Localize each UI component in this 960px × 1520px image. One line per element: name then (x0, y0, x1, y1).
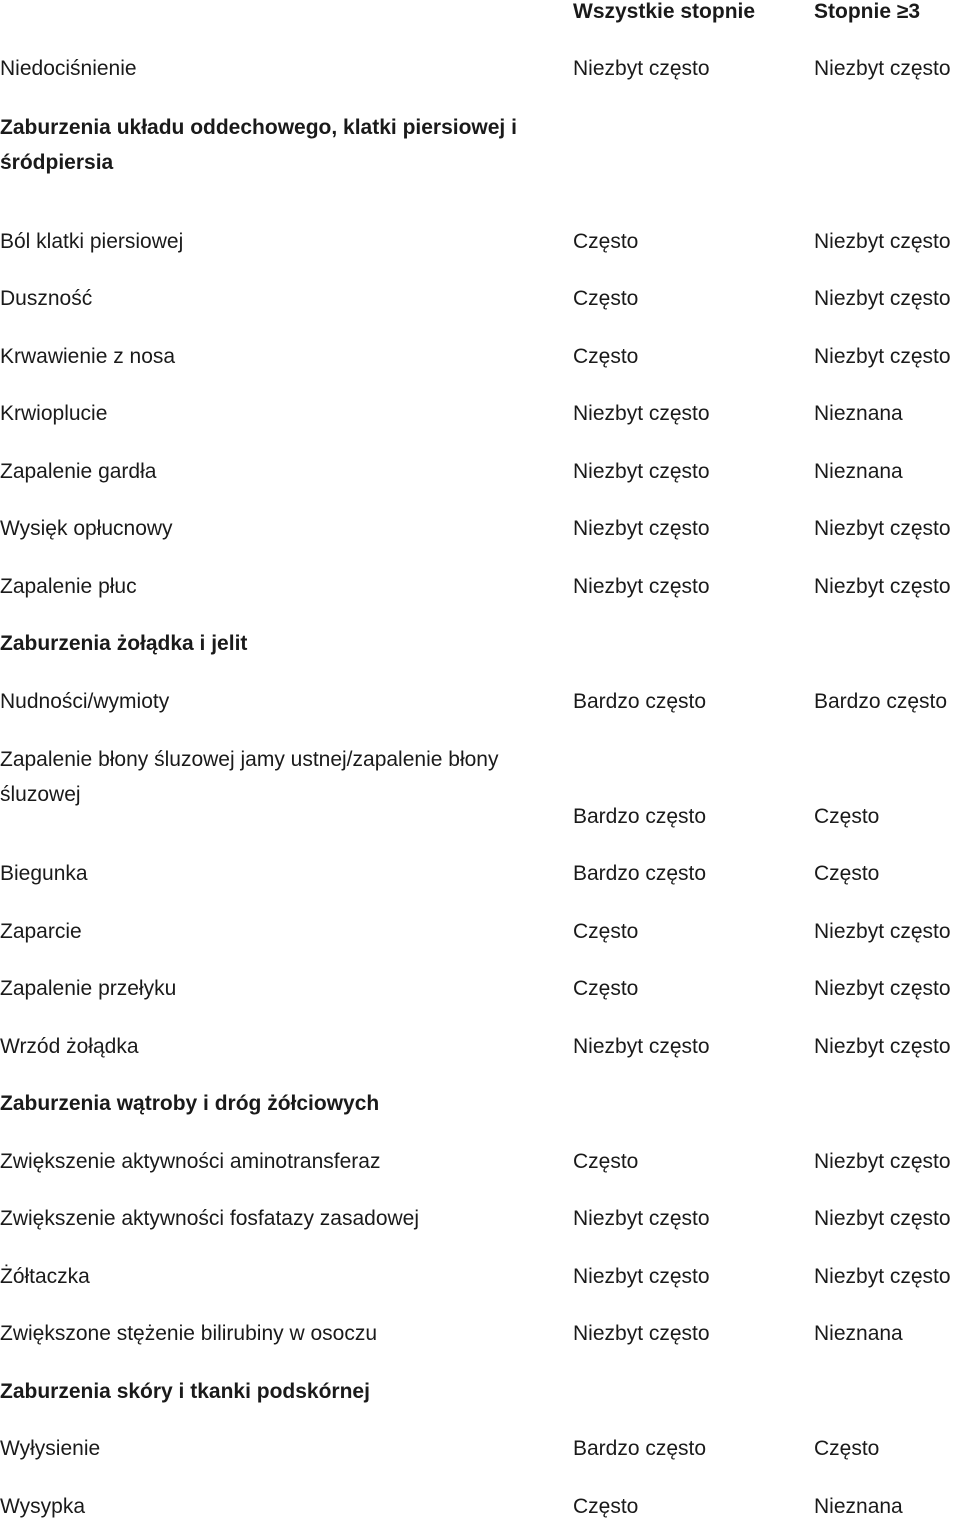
section-title: Zaburzenia wątroby i dróg żółciowych (0, 1092, 380, 1115)
frequency-all-grades: Bardzo często (573, 805, 707, 828)
frequency-grade-3-plus: Niezbyt często (814, 1265, 951, 1288)
frequency-all-grades: Często (573, 920, 639, 943)
frequency-all-grades: Niezbyt często (573, 575, 710, 598)
reaction-term: Zapalenie przełyku (0, 977, 177, 1000)
frequency-grade-3-plus: Nieznana (814, 460, 903, 483)
reaction-term: Żółtaczka (0, 1265, 90, 1288)
reaction-term: Krwioplucie (0, 402, 108, 425)
section-title: Zaburzenia skóry i tkanki podskórnej (0, 1380, 370, 1403)
section-title: Zaburzenia żołądka i jelit (0, 632, 248, 655)
header-all-grades: Wszystkie stopnie (573, 0, 756, 23)
frequency-grade-3-plus: Często (814, 1437, 880, 1460)
frequency-grade-3-plus: Niezbyt często (814, 1207, 951, 1230)
reaction-term: Zapalenie płuc (0, 575, 137, 598)
frequency-grade-3-plus: Niezbyt często (814, 1150, 951, 1173)
reaction-term: Wyłysienie (0, 1437, 101, 1460)
reaction-term: Nudności/wymioty (0, 690, 170, 713)
frequency-all-grades: Często (573, 345, 639, 368)
frequency-all-grades: Niezbyt często (573, 517, 710, 540)
frequency-grade-3-plus: Niezbyt często (814, 57, 951, 80)
frequency-grade-3-plus: Często (814, 805, 880, 828)
frequency-all-grades: Niezbyt często (573, 1322, 710, 1345)
frequency-all-grades: Niezbyt często (573, 1035, 710, 1058)
reaction-term: Wrzód żołądka (0, 1035, 139, 1058)
frequency-grade-3-plus: Niezbyt często (814, 345, 951, 368)
reaction-term: Zapalenie gardła (0, 460, 157, 483)
frequency-grade-3-plus: Niezbyt często (814, 287, 951, 310)
frequency-grade-3-plus: Często (814, 862, 880, 885)
frequency-all-grades: Niezbyt często (573, 460, 710, 483)
reaction-term: Zapalenie błony śluzowej jamy ustnej/zapalenie błony śluzowej (0, 748, 499, 806)
frequency-grade-3-plus: Nieznana (814, 1495, 903, 1518)
frequency-all-grades: Bardzo często (573, 862, 707, 885)
frequency-grade-3-plus: Niezbyt często (814, 517, 951, 540)
frequency-grade-3-plus: Nieznana (814, 1322, 903, 1345)
reaction-term: Wysięk opłucnowy (0, 517, 173, 540)
reaction-term: Duszność (0, 287, 93, 310)
frequency-grade-3-plus: Niezbyt często (814, 575, 951, 598)
frequency-grade-3-plus: Niezbyt często (814, 230, 951, 253)
header-grade-3-plus: Stopnie ≥3 (814, 0, 921, 23)
reaction-term: Zaparcie (0, 920, 82, 943)
reaction-term: Ból klatki piersiowej (0, 230, 184, 253)
frequency-grade-3-plus: Bardzo często (814, 690, 948, 713)
frequency-grade-3-plus: Niezbyt często (814, 977, 951, 1000)
frequency-all-grades: Niezbyt często (573, 57, 710, 80)
reaction-term: Zwiększenie aktywności fosfatazy zasadowej (0, 1207, 420, 1230)
frequency-all-grades: Niezbyt często (573, 402, 710, 425)
frequency-all-grades: Bardzo często (573, 1437, 707, 1460)
frequency-all-grades: Często (573, 287, 639, 310)
frequency-all-grades: Często (573, 977, 639, 1000)
frequency-all-grades: Często (573, 1150, 639, 1173)
frequency-grade-3-plus: Nieznana (814, 402, 903, 425)
reaction-term: Zwiększone stężenie bilirubiny w osoczu (0, 1322, 378, 1345)
frequency-all-grades: Niezbyt często (573, 1207, 710, 1230)
reaction-term: Niedociśnienie (0, 57, 137, 80)
reaction-term: Biegunka (0, 862, 88, 885)
reaction-term: Zwiększenie aktywności aminotransferaz (0, 1150, 381, 1173)
reaction-term: Wysypka (0, 1495, 85, 1518)
frequency-all-grades: Bardzo często (573, 690, 707, 713)
section-title: Zaburzenia układu oddechowego, klatki piersiowej i śródpiersia (0, 116, 517, 174)
frequency-all-grades: Niezbyt często (573, 1265, 710, 1288)
frequency-grade-3-plus: Niezbyt często (814, 1035, 951, 1058)
reaction-term: Krwawienie z nosa (0, 345, 176, 368)
frequency-grade-3-plus: Niezbyt często (814, 920, 951, 943)
frequency-all-grades: Często (573, 230, 639, 253)
frequency-all-grades: Często (573, 1495, 639, 1518)
